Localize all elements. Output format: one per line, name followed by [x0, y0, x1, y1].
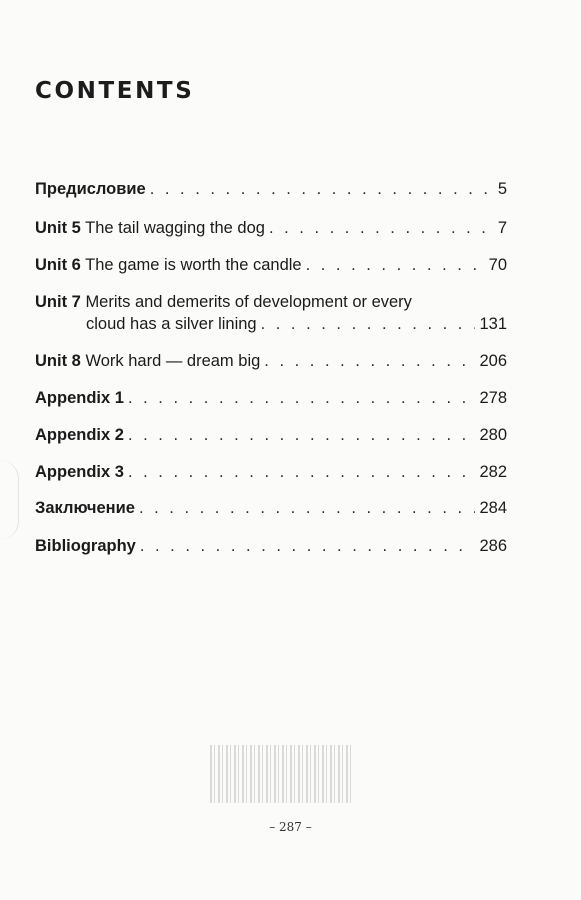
toc-entry-appendix-3 — [35, 461, 507, 483]
toc-page-number: 284 — [479, 499, 507, 517]
show-through-barcode — [210, 745, 352, 803]
toc-title: Unit 5 The tail wagging the dog — [35, 219, 265, 237]
toc-title: Заключение — [35, 499, 135, 517]
toc-page-number: 286 — [479, 537, 507, 555]
unit-label: Unit 5 — [35, 219, 81, 237]
page-crease — [0, 460, 19, 540]
toc-title: Unit 7 Merits and demerits of development or every — [35, 293, 412, 311]
toc-entry-appendix-1 — [35, 387, 507, 409]
dot-leader — [140, 535, 476, 557]
toc-page-number: 131 — [479, 315, 507, 333]
dot-leader — [150, 178, 494, 200]
toc-page-number: 280 — [479, 426, 507, 444]
toc-entry-unit-6 — [35, 254, 507, 276]
toc-title: Unit 6 The game is worth the candle — [35, 256, 302, 274]
dot-leader — [264, 350, 475, 372]
dot-leader — [306, 254, 485, 276]
unit-label: Unit 7 — [35, 293, 81, 311]
toc-page-number: 282 — [479, 463, 507, 481]
toc-page-number: 206 — [479, 352, 507, 370]
dot-leader — [128, 424, 476, 446]
dot-leader — [139, 497, 476, 519]
dot-leader — [128, 387, 476, 409]
toc-title: Предисловие — [35, 180, 146, 198]
unit-label: Unit 8 — [35, 352, 81, 370]
toc-page-number: 7 — [497, 219, 507, 237]
toc-page-number: 70 — [488, 256, 507, 274]
contents-heading: CONTENTS — [35, 78, 195, 104]
dot-leader — [269, 217, 494, 239]
toc-entry-unit-5 — [35, 217, 507, 239]
toc-title: Appendix 2 — [35, 426, 124, 444]
toc-entry-appendix-2 — [35, 424, 507, 446]
dot-leader — [128, 461, 476, 483]
toc-entry-bibliography — [35, 535, 507, 557]
toc-page-number: 5 — [497, 180, 507, 198]
toc-title-continued: cloud has a silver lining — [86, 315, 257, 333]
toc-title: Appendix 3 — [35, 463, 124, 481]
toc-entry-unit-7 — [35, 291, 507, 335]
unit-label: Unit 6 — [35, 256, 81, 274]
toc-title: Bibliography — [35, 537, 136, 555]
toc-title: Unit 8 Work hard — dream big — [35, 352, 261, 370]
toc-entry-conclusion — [35, 497, 507, 519]
dot-leader — [261, 313, 476, 335]
toc-page-number: 278 — [479, 389, 507, 407]
toc-entry-preface — [35, 178, 507, 200]
page-number-footer: – 287 – — [269, 820, 312, 834]
toc-entry-unit-8 — [35, 350, 507, 372]
toc-title: Appendix 1 — [35, 389, 124, 407]
